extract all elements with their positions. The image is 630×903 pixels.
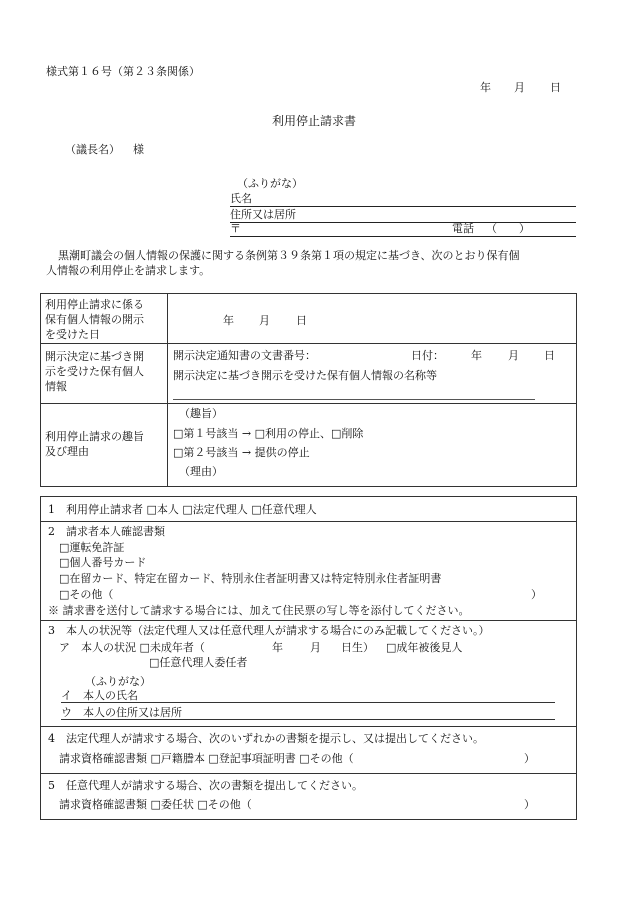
table-divider <box>167 294 168 486</box>
info-name-label: 開示決定に基づき開示を受けた保有個人情報の名称等 <box>173 369 437 382</box>
addressee-honorific: 様 <box>133 143 144 156</box>
principal-name-field[interactable] <box>61 688 555 703</box>
voluntary-rep-docs[interactable]: 請求資格確認書類 □委任状 □その他（ <box>59 798 252 811</box>
checkbox-residence-card[interactable]: □在留カード、特定在留カード、特別永住者証明書又は特定特別永住者証明書 <box>59 572 442 585</box>
reason-label: （理由） <box>179 465 223 478</box>
status-year: 年 <box>272 641 283 654</box>
section-3-title: 3 本人の状況等（法定代理人又は任意代理人が請求する場合にのみ記載してください。） <box>48 624 490 637</box>
principal-address-field[interactable] <box>61 705 555 720</box>
date-year-label: 年 <box>480 81 491 94</box>
table-row-divider <box>41 343 576 344</box>
checkbox-other-id[interactable]: □その他（ <box>59 588 114 601</box>
row1-year[interactable]: 年 <box>223 314 234 327</box>
intro-line-2: 人情報の利用停止を請求します。 <box>46 264 211 277</box>
intro-line-1: 黒潮町議会の個人情報の保護に関する条例第３９条第１項の規定に基づき、次のとおり保有個 <box>58 249 520 262</box>
section-divider <box>41 726 576 727</box>
table-row-divider <box>41 403 576 404</box>
row1-label: 利用停止請求に係る 保有個人情報の開示 を受けた日 <box>45 298 144 341</box>
date-label: 日付： <box>411 349 444 362</box>
form-number: 様式第１６号（第２３条関係） <box>46 65 200 78</box>
applicant-furigana: （ふりがな） <box>237 177 303 190</box>
row1-day[interactable]: 日 <box>296 314 307 327</box>
addressee-name: （議長名） <box>65 143 120 156</box>
principal-furigana: （ふりがな） <box>85 675 151 688</box>
applicant-address-field[interactable] <box>230 209 576 223</box>
option-1[interactable]: □第１号該当 → □利用の停止、□削除 <box>173 427 364 440</box>
page-title: 利用停止請求書 <box>272 114 357 128</box>
section-divider <box>41 521 576 522</box>
status-voluntary-principal[interactable]: □任意代理人委任者 <box>149 656 248 669</box>
postal-mark: 〒 <box>230 222 241 235</box>
section-2-note: ※ 請求書を送付して請求する場合には、加えて住民票の写し等を添付してください。 <box>48 604 470 617</box>
date-month-label: 月 <box>514 81 525 94</box>
legal-rep-docs-close: ） <box>524 752 535 765</box>
section-5-title: 5 任意代理人が請求する場合、次の書類を提出してください。 <box>48 779 363 792</box>
purpose-label: （趣旨） <box>179 407 223 420</box>
phone-paren: （ ） <box>486 222 530 235</box>
date-day-label: 日 <box>550 81 561 94</box>
phone-label: 電話 <box>452 222 474 235</box>
row1-month[interactable]: 月 <box>259 314 270 327</box>
option-2[interactable]: □第２号該当 → 提供の停止 <box>173 446 310 459</box>
applicant-name-field[interactable] <box>230 193 576 207</box>
status-adult-ward[interactable]: □成年被後見人 <box>386 641 463 654</box>
other-id-close: ） <box>531 588 542 601</box>
section-1-requester[interactable]: 1 利用停止請求者 □本人 □法定代理人 □任意代理人 <box>48 503 317 516</box>
section-4-title: 4 法定代理人が請求する場合、次のいずれかの書類を提示し、又は提出してください。 <box>48 732 484 745</box>
info-name-line[interactable] <box>173 399 535 400</box>
principal-name-label: イ 本人の氏名 <box>61 689 138 702</box>
section-divider <box>41 620 576 621</box>
checkbox-drivers-license[interactable]: □運転免許証 <box>59 541 125 554</box>
row2-month[interactable]: 月 <box>508 349 519 362</box>
row2-year[interactable]: 年 <box>471 349 482 362</box>
voluntary-rep-docs-close: ） <box>524 798 535 811</box>
request-table <box>40 293 577 487</box>
principal-address-label: ウ 本人の住所又は居所 <box>61 706 182 719</box>
applicant-address-label: 住所又は居所 <box>230 208 296 221</box>
status-month: 月 <box>310 641 321 654</box>
section-divider <box>41 773 576 774</box>
section-2-title: 2 請求者本人確認書類 <box>48 525 165 538</box>
status-minor[interactable]: ア 本人の状況 □未成年者（ <box>59 641 205 654</box>
row2-day[interactable]: 日 <box>544 349 555 362</box>
doc-number-label[interactable]: 開示決定通知書の文書番号： <box>173 349 316 362</box>
checkbox-my-number-card[interactable]: □個人番号カード <box>59 556 147 569</box>
legal-rep-docs[interactable]: 請求資格確認書類 □戸籍謄本 □登記事項証明書 □その他（ <box>59 752 354 765</box>
applicant-postal-phone-field[interactable] <box>230 223 576 237</box>
requester-table <box>40 496 577 820</box>
status-birthday: 日生） <box>341 641 374 654</box>
row2-label: 開示決定に基づき開 示を受けた保有個人 情報 <box>45 350 144 393</box>
row3-label: 利用停止請求の趣旨 及び理由 <box>45 430 144 458</box>
applicant-name-label: 氏名 <box>230 192 252 205</box>
